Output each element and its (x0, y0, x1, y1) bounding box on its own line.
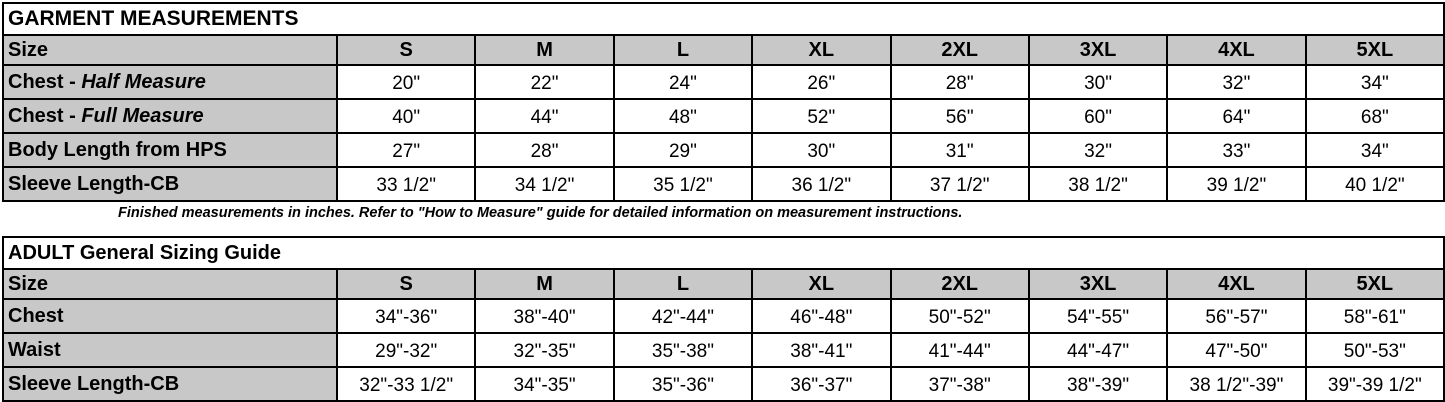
size-header-m: M (475, 35, 613, 65)
row-label-text: Waist (8, 338, 61, 361)
table-title-row (3, 3, 1444, 35)
measurement-cell: 31" (891, 133, 1029, 167)
table-title: GARMENT MEASUREMENTS (3, 3, 1444, 35)
size-header-label: Size (3, 269, 337, 299)
measurement-cell: 38"-40" (475, 299, 613, 333)
row-label (3, 133, 337, 167)
size-header-row (3, 35, 1444, 65)
row-label (3, 333, 337, 367)
row-label (3, 167, 337, 201)
measurement-cell: 44"-47" (1029, 333, 1167, 367)
row-label-qualifier: Half Measure (81, 70, 206, 93)
measurement-cell: 34" (1306, 133, 1444, 167)
size-header-4xl: 4XL (1167, 35, 1305, 65)
measurement-cell: 38"-41" (752, 333, 890, 367)
size-header-m: M (475, 269, 613, 299)
measurement-cell: 41"-44" (891, 333, 1029, 367)
measurement-cell: 35"-36" (614, 367, 752, 401)
measurement-cell: 27" (337, 133, 475, 167)
row-label-text: Chest (8, 304, 64, 327)
measurement-cell: 20" (337, 65, 475, 99)
table-row (3, 133, 1444, 167)
measurement-cell: 38 1/2"-39" (1167, 367, 1305, 401)
measurement-cell: 34"-35" (475, 367, 613, 401)
measurement-cell: 29" (614, 133, 752, 167)
measurement-cell: 38"-39" (1029, 367, 1167, 401)
measurement-cell: 47"-50" (1167, 333, 1305, 367)
row-label-text: Chest - (8, 70, 82, 93)
measurement-cell: 37 1/2" (891, 167, 1029, 201)
measurement-cell: 32"-35" (475, 333, 613, 367)
measurement-cell: 48" (614, 99, 752, 133)
measurement-cell: 30" (752, 133, 890, 167)
row-label-text: Sleeve Length-CB (8, 172, 180, 195)
measurement-note: Finished measurements in inches. Refer to "How to Measure" guide for detailed information on measurement instructions. (118, 205, 963, 221)
measurement-cell: 33 1/2" (337, 167, 475, 201)
measurement-cell: 32" (1167, 65, 1305, 99)
measurement-cell: 22" (475, 65, 613, 99)
measurement-cell: 32"-33 1/2" (337, 367, 475, 401)
table-row (3, 167, 1444, 201)
measurement-cell: 56"-57" (1167, 299, 1305, 333)
row-label (3, 367, 337, 401)
size-header-3xl: 3XL (1029, 35, 1167, 65)
measurement-cell: 36"-37" (752, 367, 890, 401)
table-row (3, 299, 1444, 333)
measurement-cell: 28" (891, 65, 1029, 99)
size-header-label: Size (3, 35, 337, 65)
measurement-cell: 40 1/2" (1306, 167, 1444, 201)
measurement-cell: 38 1/2" (1029, 167, 1167, 201)
row-label-qualifier: Full Measure (81, 104, 204, 127)
size-header-s: S (337, 269, 475, 299)
table-row (3, 367, 1444, 401)
table-row (3, 65, 1444, 99)
measurement-cell: 35 1/2" (614, 167, 752, 201)
measurement-cell: 34 1/2" (475, 167, 613, 201)
measurement-cell: 60" (1029, 99, 1167, 133)
size-header-l: L (614, 35, 752, 65)
measurement-cell: 33" (1167, 133, 1305, 167)
measurement-cell: 46"-48" (752, 299, 890, 333)
measurement-cell: 50"-52" (891, 299, 1029, 333)
measurement-cell: 39"-39 1/2" (1306, 367, 1444, 401)
size-header-l: L (614, 269, 752, 299)
table-title-row (3, 237, 1444, 269)
table-title: ADULT General Sizing Guide (3, 237, 1444, 269)
measurement-cell: 40" (337, 99, 475, 133)
measurement-cell: 56" (891, 99, 1029, 133)
size-header-2xl: 2XL (891, 35, 1029, 65)
measurement-cell: 29"-32" (337, 333, 475, 367)
measurement-cell: 35"-38" (614, 333, 752, 367)
table-row (3, 99, 1444, 133)
size-header-row (3, 269, 1444, 299)
measurement-cell: 58"-61" (1306, 299, 1444, 333)
row-label (3, 299, 337, 333)
adult-sizing-guide-table (2, 236, 1445, 402)
measurement-cell: 37"-38" (891, 367, 1029, 401)
measurement-cell: 44" (475, 99, 613, 133)
measurement-cell: 34" (1306, 65, 1444, 99)
row-label (3, 99, 337, 133)
measurement-cell: 39 1/2" (1167, 167, 1305, 201)
measurement-cell: 34"-36" (337, 299, 475, 333)
measurement-cell: 32" (1029, 133, 1167, 167)
size-header-2xl: 2XL (891, 269, 1029, 299)
measurement-cell: 24" (614, 65, 752, 99)
measurement-cell: 52" (752, 99, 890, 133)
row-label (3, 65, 337, 99)
size-header-xl: XL (752, 269, 890, 299)
size-header-4xl: 4XL (1167, 269, 1305, 299)
measurement-cell: 28" (475, 133, 613, 167)
size-header-3xl: 3XL (1029, 269, 1167, 299)
measurement-cell: 68" (1306, 99, 1444, 133)
measurement-cell: 64" (1167, 99, 1305, 133)
size-header-xl: XL (752, 35, 890, 65)
garment-measurements-table (2, 2, 1445, 202)
row-label-text: Sleeve Length-CB (8, 372, 180, 395)
measurement-cell: 54"-55" (1029, 299, 1167, 333)
size-header-s: S (337, 35, 475, 65)
size-header-5xl: 5XL (1306, 35, 1444, 65)
measurement-cell: 30" (1029, 65, 1167, 99)
row-label-text: Body Length from HPS (8, 138, 227, 161)
size-header-5xl: 5XL (1306, 269, 1444, 299)
measurement-cell: 26" (752, 65, 890, 99)
measurement-cell: 50"-53" (1306, 333, 1444, 367)
table-row (3, 333, 1444, 367)
row-label-text: Chest - (8, 104, 82, 127)
measurement-cell: 36 1/2" (752, 167, 890, 201)
measurement-cell: 42"-44" (614, 299, 752, 333)
